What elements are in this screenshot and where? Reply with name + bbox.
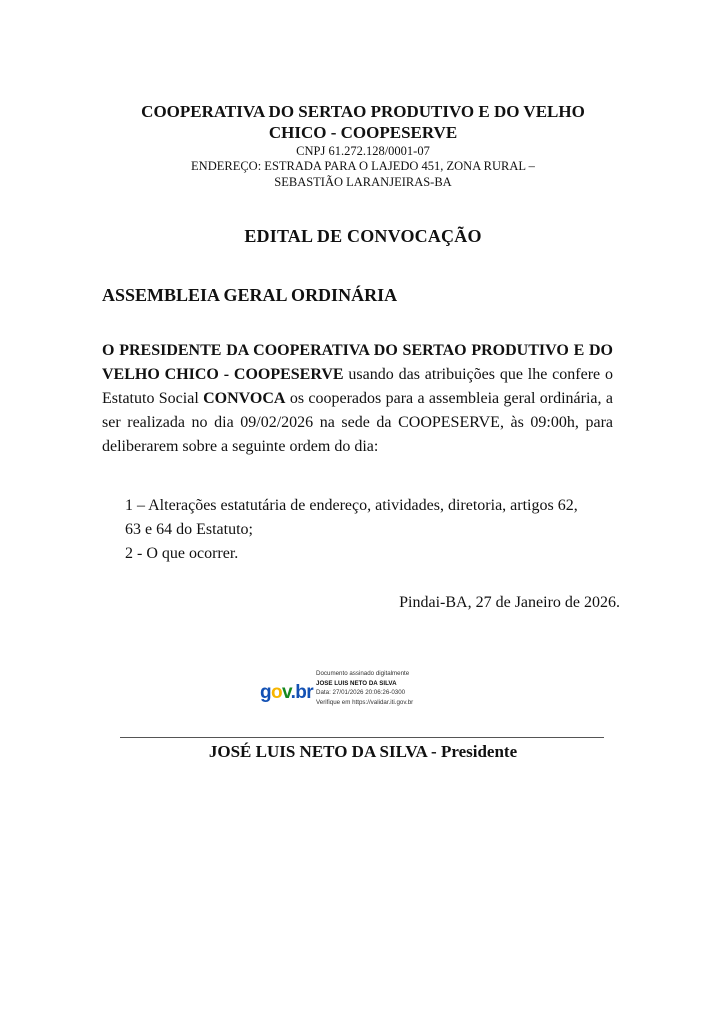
cnpj: CNPJ 61.272.128/0001-07: [296, 144, 430, 158]
cooperative-name-line1: COOPERATIVA DO SERTAO PRODUTIVO E DO VELHO: [141, 102, 585, 121]
cooperative-name-line2: CHICO - COOPESERVE: [268, 123, 458, 142]
govbr-logo: gov.br: [260, 682, 314, 703]
signature-signer-name: JOSE LUIS NETO DA SILVA: [316, 679, 397, 687]
signer-name-title: JOSÉ LUIS NETO DA SILVA - Presidente: [208, 742, 518, 761]
agenda-item-1-line1: 1 – Alterações estatutária de endereço, atividades, diretoria, artigos 62,: [125, 497, 578, 514]
agenda-item-1-line2: 63 e 64 do Estatuto;: [125, 521, 253, 538]
agenda-item-2: 2 - O que ocorrer.: [125, 545, 239, 562]
date-place: Pindai-BA, 27 de Janeiro de 2026.: [399, 594, 620, 611]
body-bold-intro: O PRESIDENTE DA COOPERATIVA DO SERTAO PRODUTIVO E DO VELHO CHICO - COOPESERVE: [102, 342, 613, 383]
signature-verify-link[interactable]: Verifique em https://validar.iti.gov.br: [316, 698, 414, 706]
signature-date: Data: 27/01/2026 20:06:26-0300: [316, 689, 406, 696]
body-text2: os cooperados para a assembleia geral ordinária, a ser realizada no dia 09/02/2026 na sede da COOPESERVE, às 09:00h, para deliberarem sobre a seguinte ordem do dia:: [102, 390, 613, 455]
document-subtitle: ASSEMBLEIA GERAL ORDINÁRIA: [102, 285, 398, 305]
digital-signature-stamp: [258, 669, 458, 715]
address-line1: ENDEREÇO: ESTRADA PARA O LAJEDO 451, ZONA RURAL –: [191, 159, 535, 173]
cooperative-name: [100, 101, 626, 143]
address-line2: SEBASTIÃO LARANJEIRAS-BA: [274, 175, 452, 189]
signature-caption: Documento assinado digitalmente: [316, 670, 410, 677]
body-text1: usando das atribuições que lhe confere o Estatuto Social: [102, 366, 613, 407]
body-bold-convoca: CONVOCA: [203, 390, 286, 407]
document-title: EDITAL DE CONVOCAÇÃO: [244, 226, 482, 246]
digital-signature-text: [316, 669, 413, 707]
signature-line: [120, 737, 604, 738]
convocation-paragraph: [102, 339, 613, 459]
